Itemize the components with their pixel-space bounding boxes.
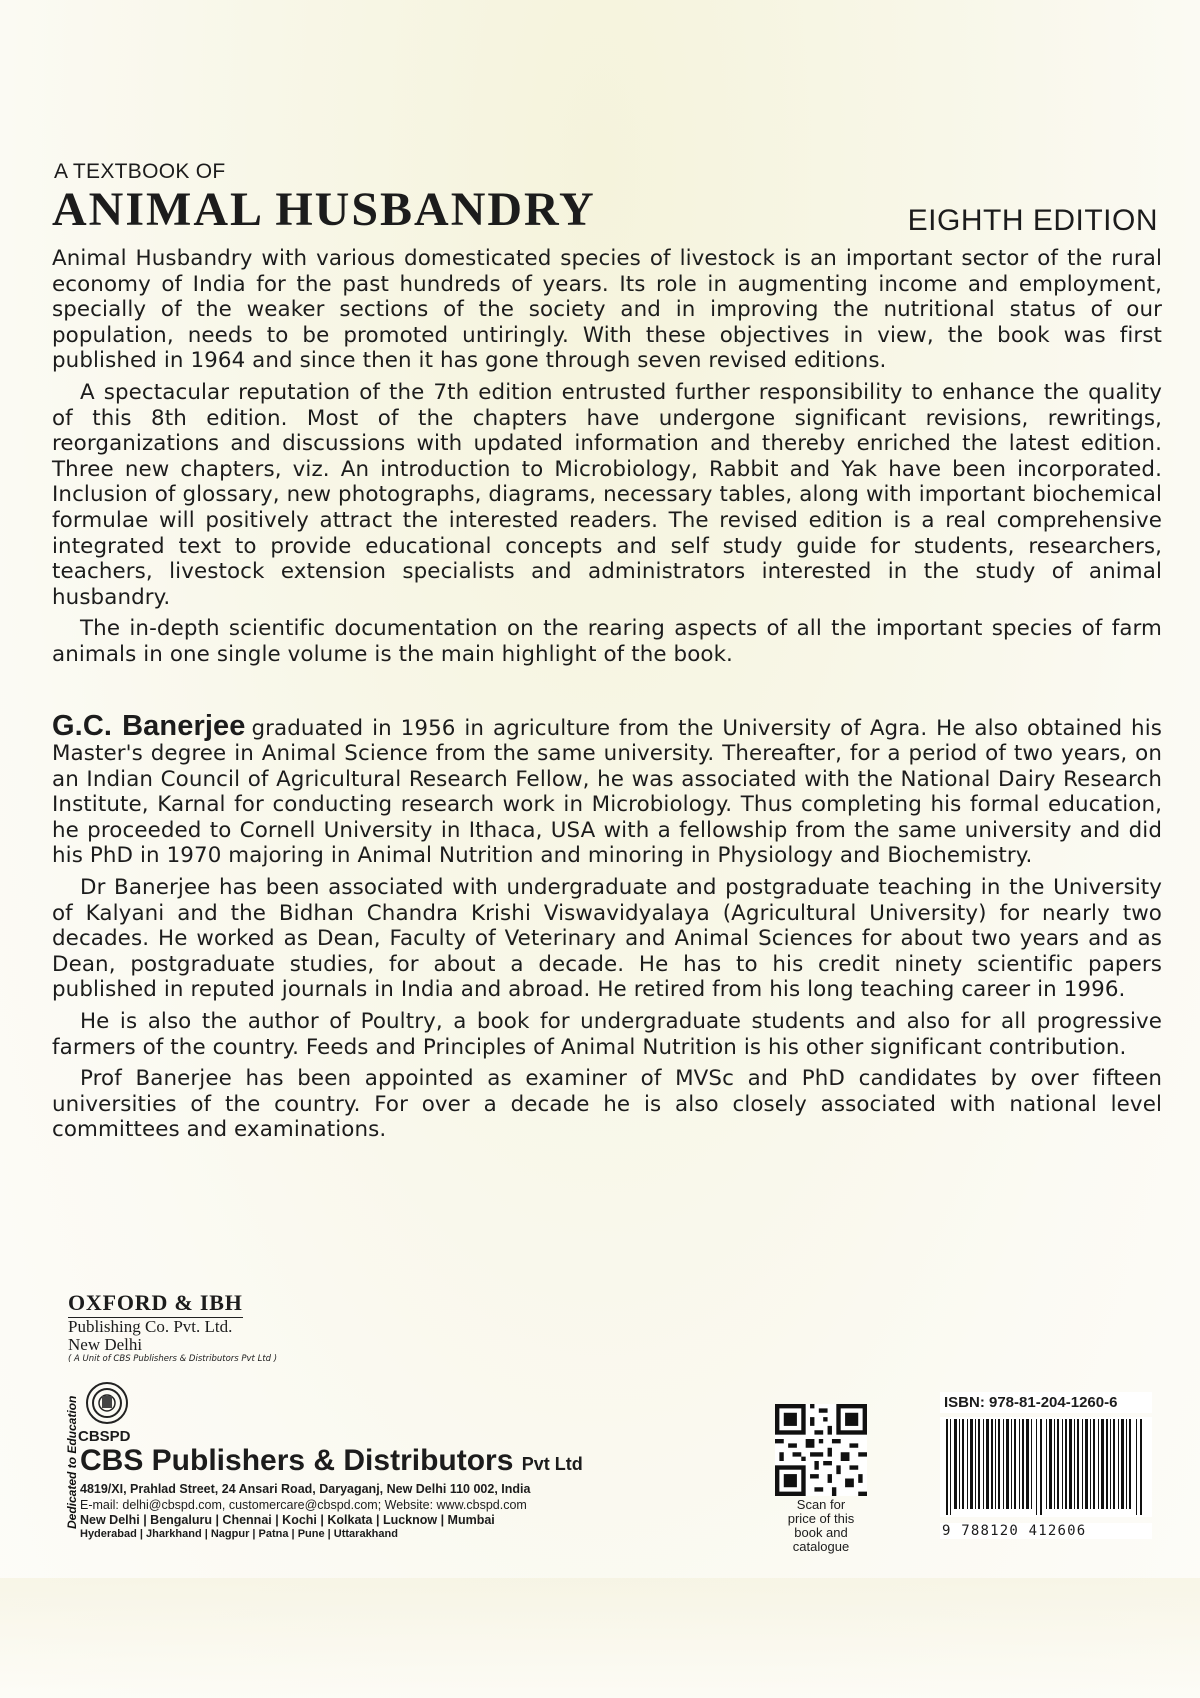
blurb-paragraph: Animal Husbandry with various domesticated species of livestock is an important sector of the rural economy of India for the past hundreds of years. Its role in augmenting income and employment, specially of the weaker sections of the society and in improving the nutritional status of our population, needs to be promoted untiringly. With these objectives in view, the book was first published in 1964 and since then it has gone through seven revised editions.: [52, 246, 1162, 374]
cbspd-logo-icon: [80, 1380, 134, 1426]
author-bio-paragraph: Prof Banerjee has been appointed as examiner of MVSc and PhD candidates by over fifteen universities of the country. For over a decade he is also closely associated with national level committees and examinations.: [52, 1066, 1162, 1143]
cbs-contact: E-mail: delhi@cbspd.com, customercare@cbspd.com; Website: www.cbspd.com: [80, 1498, 527, 1512]
author-name: G.C. Banerjee: [52, 709, 246, 742]
author-bio-paragraph: Dr Banerjee has been associated with undergraduate and postgraduate teaching in the University of Kalyani and the Bidhan Chandra Krishi Viswavidyalaya (Agricultural University) for nearly two decades. He worked as Dean, Faculty of Veterinary and Animal Sciences for about two years and as Dean, postgraduate studies, for about a decade. He has to his credit ninety scientific papers published in reputed journals in India and abroad. He retired from his long teaching career in 1996.: [52, 875, 1162, 1003]
cbs-publisher-name: [80, 1444, 583, 1478]
oxford-ibh-note: ( A Unit of CBS Publishers & Distributors Pvt Ltd ): [68, 1354, 278, 1364]
book-title: ANIMAL HUSBANDRY: [52, 183, 596, 236]
qr-code-block: [766, 1404, 876, 1554]
oxford-ibh-city: New Delhi: [68, 1335, 143, 1354]
cbs-publisher-block: [52, 1380, 692, 1540]
oxford-ibh-name: OXFORD & IBH: [68, 1290, 243, 1318]
edition-label: EIGHTH EDITION: [907, 204, 1158, 237]
blurb-paragraph: The in-depth scientific documentation on the rearing aspects of all the important species of farm animals in one single volume is the main highlight of the book.: [52, 616, 1162, 667]
isbn-barcode-block: [940, 1392, 1152, 1539]
qr-caption-line: catalogue: [792, 1539, 850, 1554]
cover-text-block: [52, 160, 1162, 1143]
barcode-digits: 9 788120 412606: [940, 1523, 1152, 1539]
author-bio-paragraph: He is also the author of Poultry, a book for undergraduate students and also for all progressive farmers of the country. Feeds and Principles of Animal Nutrition is his other significant contribution.: [52, 1009, 1162, 1060]
isbn-label: ISBN: 978-81-204-1260-6: [940, 1392, 1152, 1413]
oxford-ibh-imprint: [68, 1290, 277, 1364]
cbs-name-text: CBS Publishers & Distributors: [80, 1444, 514, 1477]
cbspd-logo-label: CBSPD: [78, 1428, 131, 1445]
qr-caption-line: price of this: [787, 1511, 855, 1526]
oxford-ibh-line: Publishing Co. Pvt. Ltd.: [68, 1317, 233, 1336]
qr-caption-line: Scan for: [796, 1497, 846, 1512]
qr-caption: [766, 1498, 876, 1554]
qr-caption-line: book and: [794, 1525, 848, 1540]
cbs-cities-line: Hyderabad | Jharkhand | Nagpur | Patna | Pune | Uttarakhand: [80, 1528, 398, 1540]
cbs-cities-line: New Delhi | Bengaluru | Chennai | Kochi | Kolkata | Lucknow | Mumbai: [80, 1513, 495, 1527]
author-bio-text: graduated in 1956 in agriculture from the University of Agra. He also obtained his Master's degree in Animal Science from the same university. Thereafter, for a period of two years, on an Indian Council of Agricultural Research Fellow, he was associated with the National Dairy Research Institute, Karnal for conducting research work in Microbiology. Thus completing his formal education, he proceeded to Cornell University in Ithaca, USA with a fellowship from the same university and did his PhD in 1970 majoring in Animal Nutrition and minoring in Physiology and Biochemistry.: [52, 715, 1162, 869]
author-bio-paragraph: [52, 709, 1162, 870]
dedicated-to-education-text: Dedicated to Education: [65, 1395, 79, 1529]
title-row: [52, 183, 1162, 246]
title-eyebrow: A TEXTBOOK OF: [54, 160, 226, 183]
cbs-suffix: Pvt Ltd: [521, 1454, 583, 1474]
blurb-paragraph: A spectacular reputation of the 7th edition entrusted further responsibility to enhance the quality of this 8th edition. Most of the chapters have undergone significant revisions, rewritings, reorganizations and discussions with updated information and thereby enriched the latest edition. Three new chapters, viz. An introduction to Microbiology, Rabbit and Yak have been incorporated. Inclusion of glossary, new photographs, diagrams, necessary tables, along with important biochemical formulae will positively attract the interested readers. The revised edition is a real comprehensive integrated text to provide educational concepts and self study guide for students, researchers, teachers, livestock extension specialists and administrators interested in the study of animal husbandry.: [52, 379, 1162, 610]
qr-code-icon: [775, 1404, 867, 1496]
barcode-icon: [940, 1417, 1152, 1517]
cbs-address: 4819/XI, Prahlad Street, 24 Ansari Road, Daryaganj, New Delhi 110 002, India: [80, 1482, 531, 1496]
